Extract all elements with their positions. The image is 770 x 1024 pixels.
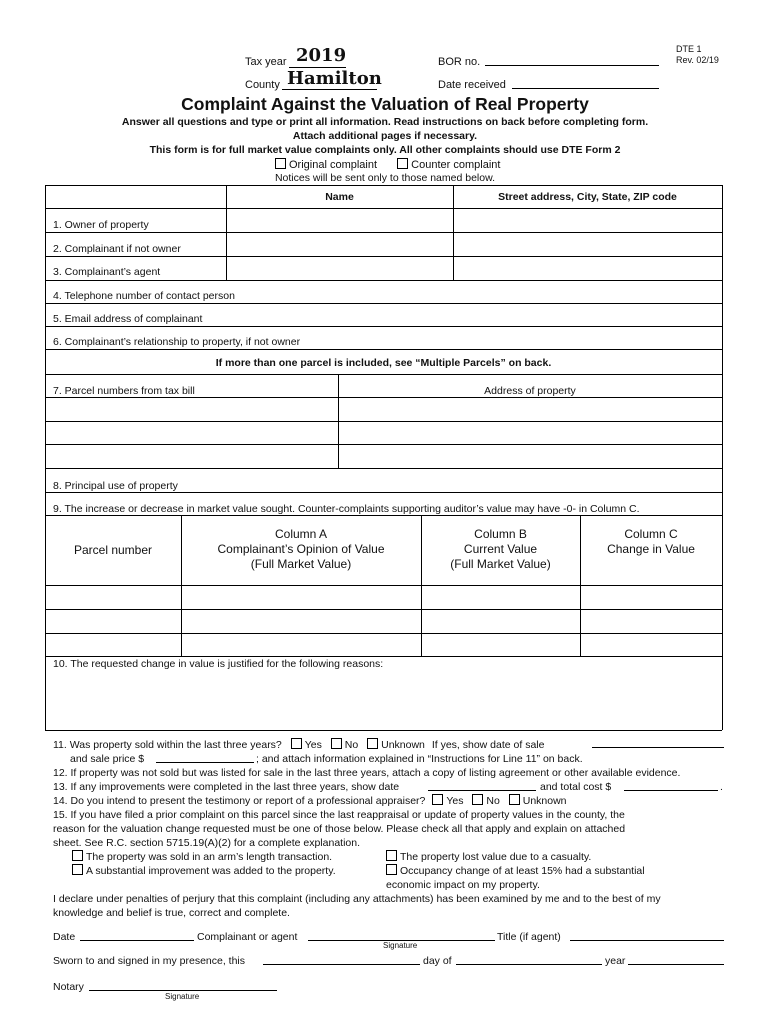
col-address-header: Street address, City, State, ZIP code — [498, 191, 677, 203]
complaint-type-row — [275, 158, 500, 171]
q11-show-date-label: If yes, show date of sale — [431, 739, 545, 751]
q15-occupancy-label: Occupancy change of at least 15% had a substantial — [400, 865, 645, 877]
q15-occupancy-label-cont: economic impact on my property. — [386, 879, 540, 891]
col-name-header: Name — [325, 191, 354, 203]
year-label: year — [605, 955, 626, 967]
q15-option-occupancy — [386, 864, 645, 878]
notices-note: Notices will be sent only to those named below. — [274, 172, 496, 184]
q14-no-checkbox[interactable] — [472, 794, 483, 805]
notary-signature-field[interactable] — [89, 990, 277, 991]
q15-option-improvement — [72, 864, 336, 878]
notary-label: Notary — [53, 981, 84, 993]
sworn-month-field[interactable] — [456, 964, 602, 965]
q11-sale-price-field[interactable] — [156, 762, 254, 763]
original-complaint-label: Original complaint — [289, 159, 378, 171]
day-of-label: day of — [423, 955, 452, 967]
q11-attach-note: ; and attach information explained in “Instructions for Line 11” on back. — [256, 753, 583, 765]
counter-complaint-checkbox[interactable] — [397, 158, 408, 169]
q13-total-cost-field[interactable] — [624, 790, 718, 791]
instructions-line3: This form is for full market value complaints only. All other complaints should use DTE Form 2 — [149, 144, 621, 156]
row-principal-use-label: 8. Principal use of property — [53, 480, 178, 492]
q15-sold-checkbox[interactable] — [72, 850, 83, 861]
instructions-line2: Attach additional pages if necessary. — [292, 130, 478, 142]
q13-total-cost-label: and total cost $ — [540, 781, 612, 793]
q13-end: . — [720, 781, 723, 793]
q11-no-checkbox[interactable] — [331, 738, 342, 749]
q15-option-sold — [72, 850, 332, 864]
q13-text: 13. If any improvements were completed in the last three years, show date — [53, 781, 400, 793]
sworn-year-field[interactable] — [628, 964, 724, 965]
column-b-header: Column B Current Value (Full Market Value) — [450, 527, 551, 571]
title-label: Title (if agent) — [497, 931, 561, 943]
q14-text: 14. Do you intend to present the testimony or report of a professional appraiser? — [53, 795, 426, 807]
q15-casualty-label: The property lost value due to a casualty. — [400, 851, 592, 863]
complainant-signature-caption: Signature — [383, 941, 418, 950]
notary-signature-caption: Signature — [165, 992, 200, 1001]
q14-yes-checkbox[interactable] — [432, 794, 443, 805]
bor-number-field[interactable] — [485, 65, 659, 66]
form-revision: Rev. 02/19 — [676, 55, 719, 65]
date-field[interactable] — [80, 940, 194, 941]
q12-text: 12. If property was not sold but was listed for sale in the last three years, attach a copy of listing agreement or other available evidence. — [53, 767, 681, 779]
q15-line2: reason for the valuation change requested must be one of those below. Please check all that apply and explain on attached — [53, 823, 626, 835]
q11-sale-date-field[interactable] — [592, 747, 724, 748]
tax-year-field[interactable]: 2019 — [296, 45, 347, 66]
q15-improvement-label: A substantial improvement was added to the property. — [86, 865, 336, 877]
reasons-label: 10. The requested change in value is justified for the following reasons: — [53, 658, 384, 670]
q11-unknown-checkbox[interactable] — [367, 738, 378, 749]
form-id: DTE 1 — [676, 44, 702, 54]
q11-unknown-label: Unknown — [381, 739, 425, 751]
q13-date-field[interactable] — [428, 790, 536, 791]
row-owner-label: 1. Owner of property — [53, 219, 149, 231]
q14-unknown-checkbox[interactable] — [509, 794, 520, 805]
instructions-line1: Answer all questions and type or print all information. Read instructions on back before completing form. — [121, 116, 649, 128]
date-label: Date — [53, 931, 76, 943]
bor-label: BOR no. — [438, 56, 481, 68]
q11-yes-label: Yes — [304, 739, 322, 751]
row-agent-label: 3. Complainant’s agent — [53, 266, 161, 278]
q11-sale-price-label: and sale price $ — [70, 753, 145, 765]
row-complainant-label: 2. Complainant if not owner — [53, 243, 181, 255]
q14-row — [53, 794, 567, 808]
parcel-number-header: Parcel number — [73, 543, 153, 557]
q11-yes-checkbox[interactable] — [291, 738, 302, 749]
row-telephone-label: 4. Telephone number of contact person — [53, 290, 235, 302]
q15-sold-label: The property was sold in an arm’s length transaction. — [86, 851, 333, 863]
q11-row — [53, 738, 544, 752]
q15-line1: 15. If you have filed a prior complaint on this parcel since the last reappraisal or update of property values in the county, the — [53, 809, 625, 821]
row-email-label: 5. Email address of complainant — [53, 313, 203, 325]
declaration-line2: knowledge and belief is true, correct and complete. — [53, 907, 290, 919]
q15-improvement-checkbox[interactable] — [72, 864, 83, 875]
counter-complaint-label: Counter complaint — [411, 159, 501, 171]
declaration-line1: I declare under penalties of perjury that this complaint (including any attachments) has been examined by me and to the best of my — [53, 893, 661, 905]
q14-yes-label: Yes — [446, 795, 464, 807]
original-complaint-checkbox[interactable] — [275, 158, 286, 169]
q14-no-label: No — [486, 795, 500, 807]
county-label: County — [245, 79, 280, 91]
complainant-label: Complainant or agent — [197, 931, 298, 943]
q15-line3: sheet. See R.C. section 5715.19(A)(2) for a complete explanation. — [53, 837, 361, 849]
date-received-label: Date received — [438, 79, 506, 91]
column-a-header: Column A Complainant’s Opinion of Value (Full Market Value) — [217, 527, 385, 571]
row-relationship-label: 6. Complainant’s relationship to property, if not owner — [53, 336, 301, 348]
county-field[interactable]: Hamilton — [287, 68, 382, 89]
address-of-property-header: Address of property — [484, 385, 576, 397]
q15-option-casualty — [386, 850, 591, 864]
tax-year-label: Tax year — [245, 56, 287, 68]
row-parcel-numbers-label: 7. Parcel numbers from tax bill — [53, 385, 195, 397]
form-title: Complaint Against the Valuation of Real Property — [181, 94, 589, 114]
date-received-field[interactable] — [512, 88, 659, 89]
sworn-day-field[interactable] — [263, 964, 420, 965]
q11-no-label: No — [344, 739, 359, 751]
multiple-parcels-note: If more than one parcel is included, see “Multiple Parcels” on back. — [215, 357, 552, 369]
q15-occupancy-checkbox[interactable] — [386, 864, 397, 875]
column-c-header: Column C Change in Value — [607, 527, 695, 556]
title-field[interactable] — [570, 940, 724, 941]
county-line — [282, 89, 377, 90]
row-value-change-label: 9. The increase or decrease in market value sought. Counter-complaints supporting auditor’s value may have -0- in Column C. — [53, 503, 640, 515]
q14-unknown-label: Unknown — [522, 795, 567, 807]
q11-text: 11. Was property sold within the last three years? — [53, 739, 282, 751]
q15-casualty-checkbox[interactable] — [386, 850, 397, 861]
sworn-label: Sworn to and signed in my presence, this — [53, 955, 246, 967]
